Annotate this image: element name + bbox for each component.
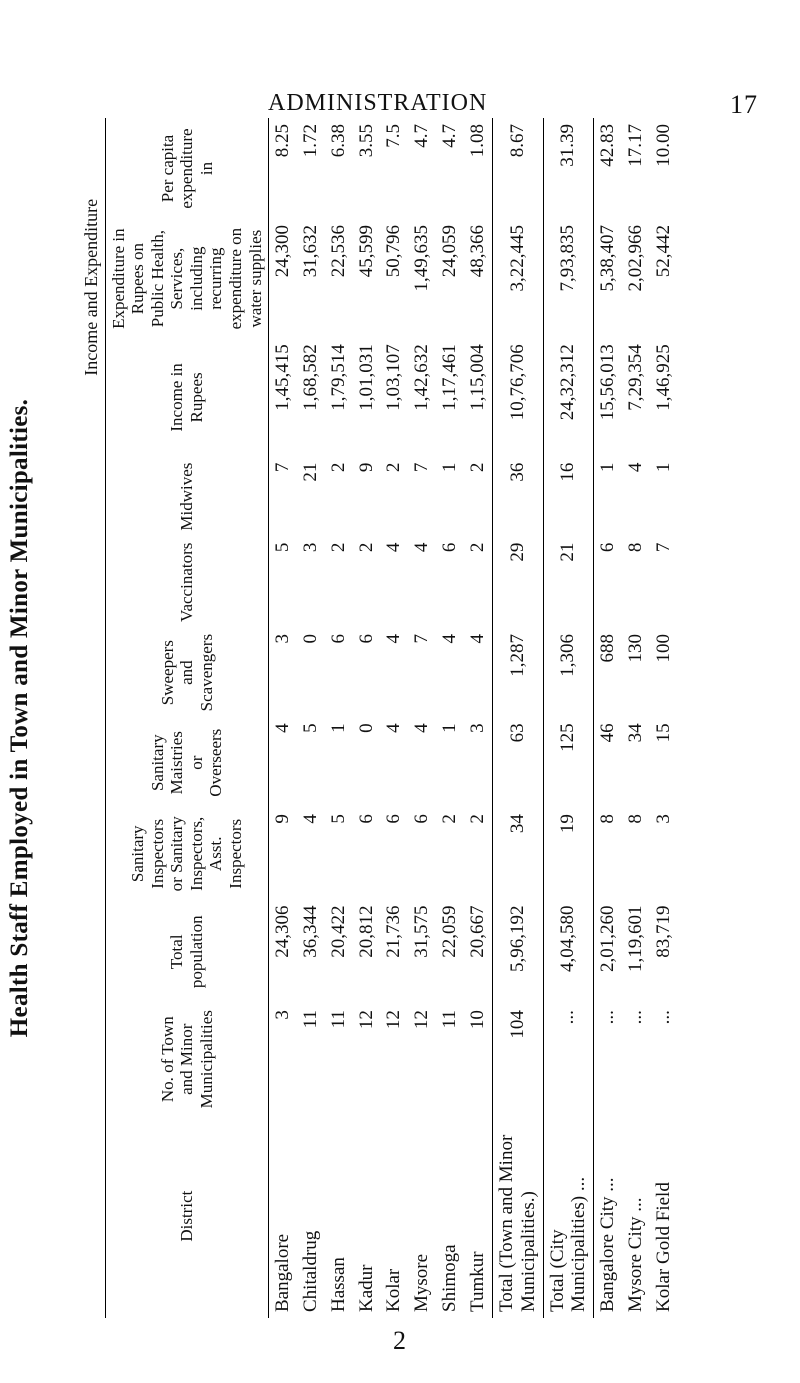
running-header: ADMINISTRATION bbox=[268, 90, 488, 116]
col-sanitary-maistries: Sanitary Maistries or Overseers bbox=[105, 717, 268, 808]
col-district: District bbox=[105, 1114, 268, 1318]
col-sanitary-inspectors: Sanitary Inspectors or Sanitary Inspectors, Asst. Inspectors bbox=[105, 808, 268, 899]
city-row: Kolar Gold Field ... 83,719 3 15 100 7 1 1,46,925 52,442 10.00 bbox=[652, 124, 674, 1312]
rotated-table-page bbox=[6, 118, 676, 1318]
page-number: 17 bbox=[730, 90, 758, 119]
col-per-capita: Per capita expenditure in bbox=[105, 118, 268, 219]
group-header: Income and Expenditure bbox=[78, 118, 105, 457]
table-row: Shimoga 11 22,059 2 1 4 6 1 1,17,461 24,059 4.7 bbox=[439, 124, 461, 1312]
col-municipalities: No. of Town and Minor Municipalities bbox=[105, 1004, 268, 1114]
col-income: Income in Rupees bbox=[105, 338, 268, 456]
bottom-page-number: 2 bbox=[393, 1326, 406, 1355]
total-town-row: Total (Town and Minor Municipalities.) 104 5,96,192 34 63 1,287 29 36 10,76,706 3,22,445 8.67 bbox=[492, 118, 543, 1318]
col-expenditure: Expenditure in Rupees on Public Health, Services, including recurring expenditure on water supplies bbox=[105, 219, 268, 338]
table-row: Hassan 11 20,422 5 1 6 2 2 1,79,514 22,536 6.38 bbox=[327, 124, 349, 1312]
group-header-row bbox=[78, 118, 105, 1318]
col-population: Total population bbox=[105, 899, 268, 1004]
table-title: Health Staff Employed in Town and Minor Municipalities. bbox=[6, 398, 33, 1038]
col-sweepers: Sweepers and Scavengers bbox=[105, 628, 268, 717]
health-staff-table bbox=[78, 118, 678, 1318]
table-row: Chitaldrug 11 36,344 4 5 0 3 21 1,68,582 31,632 1.72 bbox=[299, 124, 321, 1312]
table-row: Mysore 12 31,575 6 4 7 4 7 1,42,632 1,49,635 4.7 bbox=[411, 124, 433, 1312]
col-vaccinators: Vaccinators bbox=[105, 537, 268, 628]
table-row: Tumkur 10 20,667 2 3 4 2 2 1,15,004 48,366 1.08 bbox=[466, 124, 488, 1312]
table-row: Kadur 12 20,812 6 0 6 2 9 1,01,031 45,599 3.55 bbox=[355, 124, 377, 1312]
column-header-row bbox=[105, 118, 268, 1318]
city-row: Bangalore City ... ... 2,01,260 8 46 688 6 1 15,56,013 5,38,407 42.83 bbox=[594, 118, 622, 1318]
col-midwives: Midwives bbox=[105, 457, 268, 537]
table-row: Bangalore 3 24,306 9 4 3 5 7 1,45,415 24,300 8.25 bbox=[272, 124, 294, 1312]
city-row: Mysore City ... ... 1,19,601 8 34 130 8 4 7,29,354 2,02,966 17.17 bbox=[625, 124, 647, 1312]
total-city-row: Total (City Municipalities) ... ... 4,04,580 19 125 1,306 21 16 24,32,312 7,93,835 31.39 bbox=[543, 118, 594, 1318]
table-row: Kolar 12 21,736 6 4 4 4 2 1,03,107 50,796 7.5 bbox=[383, 124, 405, 1312]
